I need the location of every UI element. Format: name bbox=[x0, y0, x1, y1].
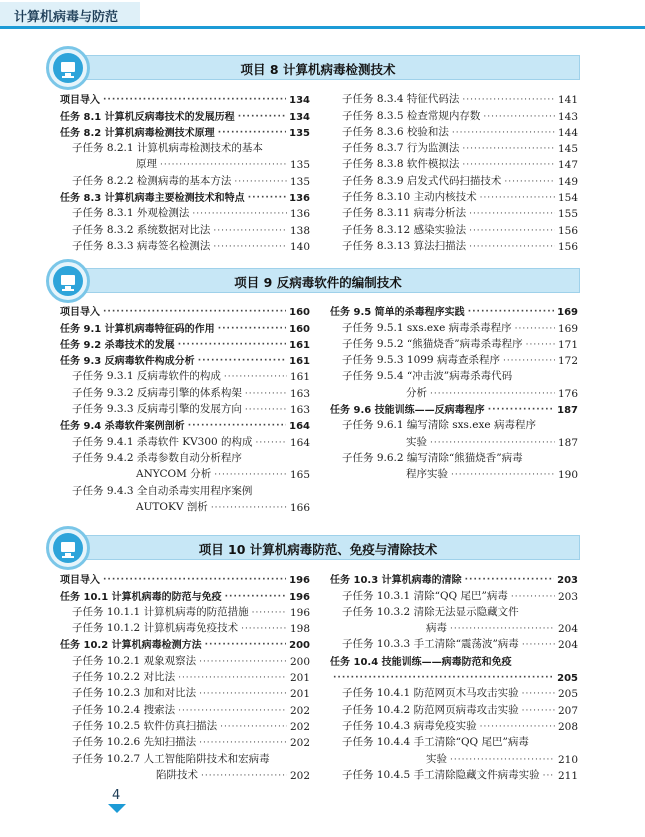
toc-entry bbox=[60, 700, 310, 716]
toc-entry-page: 156 bbox=[557, 240, 578, 253]
toc-entry-page: 205 bbox=[557, 688, 578, 701]
toc-entry bbox=[330, 106, 578, 122]
toc-entry-title: 子任务 9.5.3 1099 病毒查杀程序 bbox=[342, 354, 500, 367]
toc-entry-title: 子任务 9.5.4 “冲击波”病毒杀毒代码 bbox=[342, 370, 513, 383]
toc-leader-dots bbox=[450, 754, 555, 766]
toc-leader-dots bbox=[224, 371, 287, 383]
toc-entry bbox=[60, 498, 310, 514]
toc-entry-title: 子任务 10.4.5 手工清除隐藏文件病毒实验 bbox=[342, 768, 540, 781]
toc-leader-dots bbox=[245, 404, 287, 416]
project-9-toc-left bbox=[60, 302, 310, 514]
toc-entry-page: 205 bbox=[557, 673, 578, 685]
toc-entry-title: 任务 9.5 简单的杀毒程序实践 bbox=[330, 307, 465, 319]
toc-entry-page: 164 bbox=[289, 436, 310, 449]
toc-entry-page: 156 bbox=[557, 224, 578, 237]
toc-entry bbox=[60, 733, 310, 749]
toc-leader-dots bbox=[234, 176, 287, 188]
toc-entry bbox=[330, 684, 578, 700]
toc-leader-dots bbox=[430, 388, 555, 400]
toc-entry-page: 210 bbox=[557, 753, 578, 766]
project-9-title: 项目 9 反病毒软件的编制技术 bbox=[234, 275, 402, 290]
toc-entry bbox=[330, 668, 578, 684]
toc-entry-page: 204 bbox=[557, 623, 578, 636]
toc-entry bbox=[60, 717, 310, 733]
toc-entry bbox=[330, 651, 578, 667]
toc-entry-page: 200 bbox=[289, 640, 310, 652]
toc-entry bbox=[60, 603, 310, 619]
toc-entry bbox=[330, 465, 578, 481]
toc-entry-title: 子任务 10.3.3 手工清除“震荡波”病毒 bbox=[342, 638, 519, 651]
toc-leader-dots bbox=[241, 623, 287, 635]
toc-entry-title: 子任务 10.1.1 计算机病毒的防范措施 bbox=[72, 605, 249, 618]
toc-entry bbox=[60, 449, 310, 465]
toc-entry-title: 子任务 10.1.2 计算机病毒免疫技术 bbox=[72, 622, 239, 635]
toc-entry bbox=[60, 481, 310, 497]
toc-entry-title: 程序实验 bbox=[406, 468, 448, 481]
toc-leader-dots bbox=[511, 591, 555, 603]
toc-entry bbox=[60, 586, 310, 602]
toc-entry-title: 任务 9.6 技能训练——反病毒程序 bbox=[330, 405, 485, 417]
toc-entry-title: 子任务 8.2.1 计算机病毒检测技术的基本 bbox=[72, 142, 263, 155]
toc-entry-page: 187 bbox=[557, 405, 578, 417]
toc-entry-title: 子任务 10.4.1 防范网页木马攻击实验 bbox=[342, 687, 519, 700]
project-8-toc-left bbox=[60, 90, 310, 253]
toc-entry-title: 子任务 8.2.2 检测病毒的基本方法 bbox=[72, 174, 232, 187]
toc-entry bbox=[330, 586, 578, 602]
toc-leader-dots bbox=[452, 127, 555, 139]
toc-entry-page: 163 bbox=[289, 404, 310, 417]
toc-entry bbox=[330, 700, 578, 716]
toc-leader-dots bbox=[198, 355, 286, 367]
toc-leader-dots bbox=[333, 672, 554, 684]
toc-entry bbox=[60, 383, 310, 399]
toc-entry-page: 164 bbox=[289, 421, 310, 433]
toc-entry bbox=[60, 570, 310, 586]
toc-entry-title: 项目导入 bbox=[60, 575, 100, 587]
toc-entry bbox=[60, 651, 310, 667]
toc-leader-dots bbox=[483, 111, 555, 123]
toc-entry bbox=[330, 188, 578, 204]
toc-entry bbox=[330, 749, 578, 765]
toc-leader-dots bbox=[178, 339, 286, 351]
toc-entry bbox=[330, 416, 578, 432]
toc-entry-title: 子任务 8.3.9 启发式代码扫描技术 bbox=[342, 174, 502, 187]
toc-entry-title: 子任务 9.4.1 杀毒软件 KV300 的构成 bbox=[72, 435, 253, 448]
toc-entry-title: 任务 8.3 计算机病毒主要检测技术和特点 bbox=[60, 193, 245, 205]
toc-entry-title: 子任务 8.3.13 算法扫描法 bbox=[342, 239, 467, 252]
project-8-toc-right bbox=[330, 90, 578, 253]
toc-entry-page: 203 bbox=[557, 590, 578, 603]
toc-leader-dots bbox=[238, 111, 286, 123]
toc-entry bbox=[60, 619, 310, 635]
toc-entry-title: 任务 10.4 技能训练——病毒防范和免疫 bbox=[330, 656, 512, 668]
toc-entry-page: 135 bbox=[289, 159, 310, 172]
toc-leader-dots bbox=[199, 688, 287, 700]
toc-entry-page: 176 bbox=[557, 387, 578, 400]
toc-entry-page: 134 bbox=[289, 95, 310, 107]
toc-entry bbox=[330, 603, 578, 619]
page-header bbox=[0, 0, 645, 28]
toc-entry-page: 202 bbox=[289, 737, 310, 750]
toc-entry-title: 子任务 9.3.2 反病毒引擎的体系构架 bbox=[72, 386, 242, 399]
toc-entry bbox=[60, 90, 310, 106]
toc-entry-page: 155 bbox=[557, 208, 578, 221]
toc-entry bbox=[330, 367, 578, 383]
toc-entry-page: 166 bbox=[289, 501, 310, 514]
toc-entry bbox=[60, 416, 310, 432]
toc-entry-title: 任务 10.2 计算机病毒检测方法 bbox=[60, 640, 202, 652]
toc-entry bbox=[60, 237, 310, 253]
toc-entry-title: 子任务 10.2.3 加和对比法 bbox=[72, 687, 197, 700]
toc-entry-title: 子任务 9.6.2 编写清除“熊猫烧香”病毒 bbox=[342, 451, 523, 464]
toc-entry-page: 202 bbox=[289, 720, 310, 733]
toc-entry-page: 201 bbox=[289, 688, 310, 701]
toc-entry-title: 项目导入 bbox=[60, 95, 100, 107]
toc-leader-dots bbox=[450, 623, 555, 635]
toc-entry-title: 子任务 8.3.2 系统数据对比法 bbox=[72, 223, 211, 236]
toc-entry-page: 136 bbox=[289, 208, 310, 221]
toc-leader-dots bbox=[103, 94, 286, 106]
toc-leader-dots bbox=[103, 306, 286, 318]
toc-entry-page: 187 bbox=[557, 436, 578, 449]
toc-entry bbox=[60, 171, 310, 187]
toc-entry-title: 子任务 10.2.2 对比法 bbox=[72, 671, 176, 684]
toc-entry bbox=[330, 204, 578, 220]
toc-entry-title: 子任务 8.3.5 检查常规内存数 bbox=[342, 109, 481, 122]
toc-entry-page: 169 bbox=[557, 307, 578, 319]
toc-entry bbox=[330, 432, 578, 448]
toc-entry bbox=[330, 400, 578, 416]
toc-leader-dots bbox=[522, 688, 555, 700]
toc-entry-title: 子任务 8.3.10 主动内核技术 bbox=[342, 191, 477, 204]
toc-entry-page: 198 bbox=[289, 623, 310, 636]
toc-leader-dots bbox=[252, 607, 287, 619]
toc-leader-dots bbox=[225, 591, 286, 603]
toc-entry-title: 子任务 8.3.11 病毒分析法 bbox=[342, 207, 467, 220]
toc-leader-dots bbox=[205, 639, 286, 651]
toc-leader-dots bbox=[188, 420, 286, 432]
toc-leader-dots bbox=[469, 225, 555, 237]
toc-leader-dots bbox=[218, 323, 286, 335]
toc-entry bbox=[60, 351, 310, 367]
toc-leader-dots bbox=[213, 225, 287, 237]
toc-entry-page: 200 bbox=[289, 655, 310, 668]
toc-entry-page: 196 bbox=[289, 606, 310, 619]
toc-entry bbox=[330, 635, 578, 651]
toc-entry-page: 202 bbox=[289, 704, 310, 717]
toc-entry-title: 原理 bbox=[136, 158, 157, 171]
toc-entry-page: 211 bbox=[557, 769, 578, 782]
toc-entry bbox=[60, 188, 310, 204]
project-8-banner bbox=[56, 55, 580, 80]
toc-entry-page: 208 bbox=[557, 720, 578, 733]
toc-entry-title: 实验 bbox=[406, 435, 427, 448]
toc-entry-title: AUTOKV 剖析 bbox=[136, 500, 208, 513]
toc-entry bbox=[60, 155, 310, 171]
toc-entry-page: 160 bbox=[289, 323, 310, 335]
toc-leader-dots bbox=[201, 770, 287, 782]
toc-entry-title: 任务 9.2 杀毒技术的发展 bbox=[60, 339, 175, 351]
toc-entry bbox=[60, 432, 310, 448]
toc-entry-title: 子任务 8.3.7 行为监测法 bbox=[342, 142, 460, 155]
toc-entry-title: 任务 8.1 计算机反病毒技术的发展历程 bbox=[60, 111, 235, 123]
toc-entry-title: 陷阱技术 bbox=[156, 768, 198, 781]
toc-entry-title: 子任务 9.4.3 全自动杀毒实用程序案例 bbox=[72, 484, 253, 497]
toc-entry-title: 实验 bbox=[426, 752, 447, 765]
toc-entry bbox=[60, 635, 310, 651]
project-10-banner bbox=[56, 535, 580, 560]
toc-leader-dots bbox=[192, 208, 287, 220]
toc-entry-title: 子任务 10.2.6 先知扫描法 bbox=[72, 736, 197, 749]
toc-entry-page: 136 bbox=[289, 193, 310, 205]
toc-entry-title: 子任务 9.3.3 反病毒引擎的发展方向 bbox=[72, 403, 242, 416]
toc-leader-dots bbox=[480, 721, 555, 733]
toc-leader-dots bbox=[462, 159, 555, 171]
toc-entry bbox=[60, 684, 310, 700]
toc-entry-title: 子任务 8.3.4 特征代码法 bbox=[342, 93, 460, 106]
toc-entry bbox=[330, 318, 578, 334]
toc-entry-title: 子任务 10.2.5 软件仿真扫描法 bbox=[72, 719, 218, 732]
toc-leader-dots bbox=[462, 143, 555, 155]
toc-entry-page: 144 bbox=[557, 126, 578, 139]
toc-leader-dots bbox=[503, 355, 555, 367]
toc-entry-title: 任务 9.4 杀毒软件案例剖析 bbox=[60, 421, 185, 433]
toc-entry bbox=[60, 766, 310, 782]
toc-entry-title: 子任务 8.3.1 外观检测法 bbox=[72, 207, 190, 220]
toc-entry bbox=[330, 302, 578, 318]
toc-entry bbox=[60, 668, 310, 684]
toc-entry-title: ANYCOM 分析 bbox=[136, 468, 212, 481]
project-9-banner bbox=[56, 268, 580, 293]
toc-entry-page: 190 bbox=[557, 469, 578, 482]
toc-entry bbox=[60, 335, 310, 351]
toc-leader-dots bbox=[211, 502, 287, 514]
toc-entry bbox=[60, 139, 310, 155]
toc-entry-page: 160 bbox=[289, 307, 310, 319]
toc-entry-title: 子任务 8.3.8 软件模拟法 bbox=[342, 158, 460, 171]
header-rule bbox=[0, 26, 645, 29]
toc-entry-page: 163 bbox=[289, 387, 310, 400]
toc-leader-dots bbox=[178, 705, 287, 717]
toc-entry-title: 子任务 9.5.2 “熊猫烧香”病毒杀毒程序 bbox=[342, 337, 523, 350]
toc-entry bbox=[330, 619, 578, 635]
toc-entry bbox=[60, 749, 310, 765]
toc-entry bbox=[60, 106, 310, 122]
toc-entry bbox=[60, 367, 310, 383]
toc-leader-dots bbox=[178, 672, 287, 684]
toc-entry-title: 子任务 9.4.2 杀毒参数自动分析程序 bbox=[72, 451, 242, 464]
toc-entry-page: 201 bbox=[289, 672, 310, 685]
toc-entry-page: 161 bbox=[289, 339, 310, 351]
toc-entry bbox=[330, 237, 578, 253]
toc-entry-title: 子任务 10.4.4 手工清除“QQ 尾巴”病毒 bbox=[342, 736, 529, 749]
toc-entry-title: 子任务 10.3.1 清除“QQ 尾巴”病毒 bbox=[342, 589, 508, 602]
toc-entry-page: 169 bbox=[557, 322, 578, 335]
toc-entry bbox=[330, 123, 578, 139]
toc-entry-title: 病毒 bbox=[426, 622, 447, 635]
toc-entry-title: 项目导入 bbox=[60, 307, 100, 319]
toc-entry bbox=[330, 383, 578, 399]
computer-icon bbox=[46, 259, 90, 303]
toc-leader-dots bbox=[213, 241, 287, 253]
toc-entry bbox=[330, 449, 578, 465]
toc-entry-title: 任务 8.2 计算机病毒检测技术原理 bbox=[60, 127, 215, 139]
toc-entry-title: 分析 bbox=[406, 386, 427, 399]
toc-entry bbox=[330, 717, 578, 733]
toc-entry-title: 子任务 10.3.2 清除无法显示隐藏文件 bbox=[342, 605, 519, 618]
toc-entry-title: 子任务 10.2.7 人工智能陷阱技术和宏病毒 bbox=[72, 752, 270, 765]
toc-leader-dots bbox=[515, 323, 555, 335]
toc-entry-title: 子任务 8.3.6 校验和法 bbox=[342, 125, 449, 138]
toc-leader-dots bbox=[543, 770, 555, 782]
page-number: 4 bbox=[112, 788, 121, 803]
toc-entry-title: 任务 10.1 计算机病毒的防范与免疫 bbox=[60, 591, 222, 603]
toc-entry-page: 134 bbox=[289, 111, 310, 123]
toc-entry bbox=[330, 733, 578, 749]
toc-entry-page: 207 bbox=[557, 704, 578, 717]
toc-entry-page: 147 bbox=[557, 159, 578, 172]
toc-entry-page: 135 bbox=[289, 175, 310, 188]
toc-entry-page: 172 bbox=[557, 355, 578, 368]
toc-entry bbox=[330, 90, 578, 106]
project-9-toc-right bbox=[330, 302, 578, 481]
computer-icon bbox=[46, 46, 90, 90]
computer-icon bbox=[46, 526, 90, 570]
toc-leader-dots bbox=[430, 437, 555, 449]
toc-entry bbox=[60, 400, 310, 416]
toc-entry-page: 149 bbox=[557, 175, 578, 188]
toc-leader-dots bbox=[462, 94, 555, 106]
toc-entry bbox=[60, 318, 310, 334]
toc-leader-dots bbox=[245, 388, 287, 400]
toc-entry-title: 子任务 10.4.3 病毒免疫实验 bbox=[342, 719, 477, 732]
project-10-toc-left bbox=[60, 570, 310, 782]
toc-entry bbox=[330, 171, 578, 187]
toc-entry-title: 子任务 9.3.1 反病毒软件的构成 bbox=[72, 370, 221, 383]
toc-entry bbox=[60, 220, 310, 236]
toc-leader-dots bbox=[526, 339, 555, 351]
toc-leader-dots bbox=[522, 705, 555, 717]
toc-entry bbox=[330, 570, 578, 586]
toc-entry-page: 141 bbox=[557, 94, 578, 107]
toc-entry-page: 154 bbox=[557, 192, 578, 205]
toc-leader-dots bbox=[480, 192, 555, 204]
toc-entry-title: 子任务 9.5.1 sxs.exe 病毒杀毒程序 bbox=[342, 321, 512, 334]
toc-entry-page: 161 bbox=[289, 356, 310, 368]
toc-entry bbox=[330, 335, 578, 351]
toc-entry-page: 202 bbox=[289, 769, 310, 782]
toc-entry bbox=[330, 139, 578, 155]
toc-entry-title: 子任务 9.6.1 编写清除 sxs.exe 病毒程序 bbox=[342, 419, 536, 432]
toc-leader-dots bbox=[248, 192, 286, 204]
toc-entry-title: 子任务 8.3.3 病毒签名检测法 bbox=[72, 239, 211, 252]
toc-entry-page: 140 bbox=[289, 240, 310, 253]
toc-entry-page: 135 bbox=[289, 127, 310, 139]
toc-entry-page: 145 bbox=[557, 143, 578, 156]
toc-leader-dots bbox=[220, 721, 287, 733]
project-10-title: 项目 10 计算机病毒防范、免疫与清除技术 bbox=[198, 542, 438, 557]
toc-entry-page: 165 bbox=[289, 469, 310, 482]
toc-entry-page: 138 bbox=[289, 224, 310, 237]
book-title: 计算机病毒与防范 bbox=[14, 10, 119, 25]
toc-entry bbox=[60, 465, 310, 481]
toc-entry-title: 任务 9.3 反病毒软件构成分析 bbox=[60, 356, 195, 368]
toc-entry-title: 子任务 8.3.12 感染实验法 bbox=[342, 223, 467, 236]
toc-leader-dots bbox=[504, 176, 555, 188]
toc-entry-page: 203 bbox=[557, 575, 578, 587]
toc-leader-dots bbox=[451, 469, 555, 481]
toc-entry-page: 196 bbox=[289, 591, 310, 603]
toc-entry bbox=[330, 351, 578, 367]
toc-leader-dots bbox=[214, 469, 287, 481]
toc-entry-page: 171 bbox=[557, 338, 578, 351]
toc-leader-dots bbox=[103, 574, 286, 586]
project-10-toc-right bbox=[330, 570, 578, 782]
toc-leader-dots bbox=[256, 437, 287, 449]
toc-leader-dots bbox=[465, 574, 554, 586]
toc-entry-title: 任务 9.1 计算机病毒特征码的作用 bbox=[60, 323, 215, 335]
toc-entry bbox=[330, 766, 578, 782]
toc-entry-title: 子任务 10.2.4 搜索法 bbox=[72, 703, 176, 716]
toc-entry bbox=[330, 155, 578, 171]
toc-entry-title: 子任务 10.4.2 防范网页病毒攻击实验 bbox=[342, 703, 519, 716]
toc-entry bbox=[60, 123, 310, 139]
toc-leader-dots bbox=[469, 208, 555, 220]
toc-entry bbox=[60, 204, 310, 220]
toc-entry-page: 161 bbox=[289, 371, 310, 384]
toc-leader-dots bbox=[488, 404, 554, 416]
toc-entry-title: 任务 10.3 计算机病毒的清除 bbox=[330, 575, 462, 587]
toc-entry-page: 204 bbox=[557, 639, 578, 652]
toc-entry bbox=[330, 220, 578, 236]
toc-leader-dots bbox=[199, 656, 287, 668]
toc-leader-dots bbox=[218, 127, 286, 139]
page-number-marker bbox=[108, 804, 126, 813]
toc-leader-dots bbox=[160, 159, 287, 171]
project-8-title: 项目 8 计算机病毒检测技术 bbox=[240, 62, 396, 77]
toc-leader-dots bbox=[199, 737, 287, 749]
toc-entry-page: 143 bbox=[557, 110, 578, 123]
toc-entry bbox=[60, 302, 310, 318]
toc-entry-page: 196 bbox=[289, 575, 310, 587]
toc-entry-title: 子任务 10.2.1 观象观察法 bbox=[72, 654, 197, 667]
toc-leader-dots bbox=[468, 306, 554, 318]
toc-leader-dots bbox=[469, 241, 555, 253]
toc-leader-dots bbox=[522, 639, 555, 651]
